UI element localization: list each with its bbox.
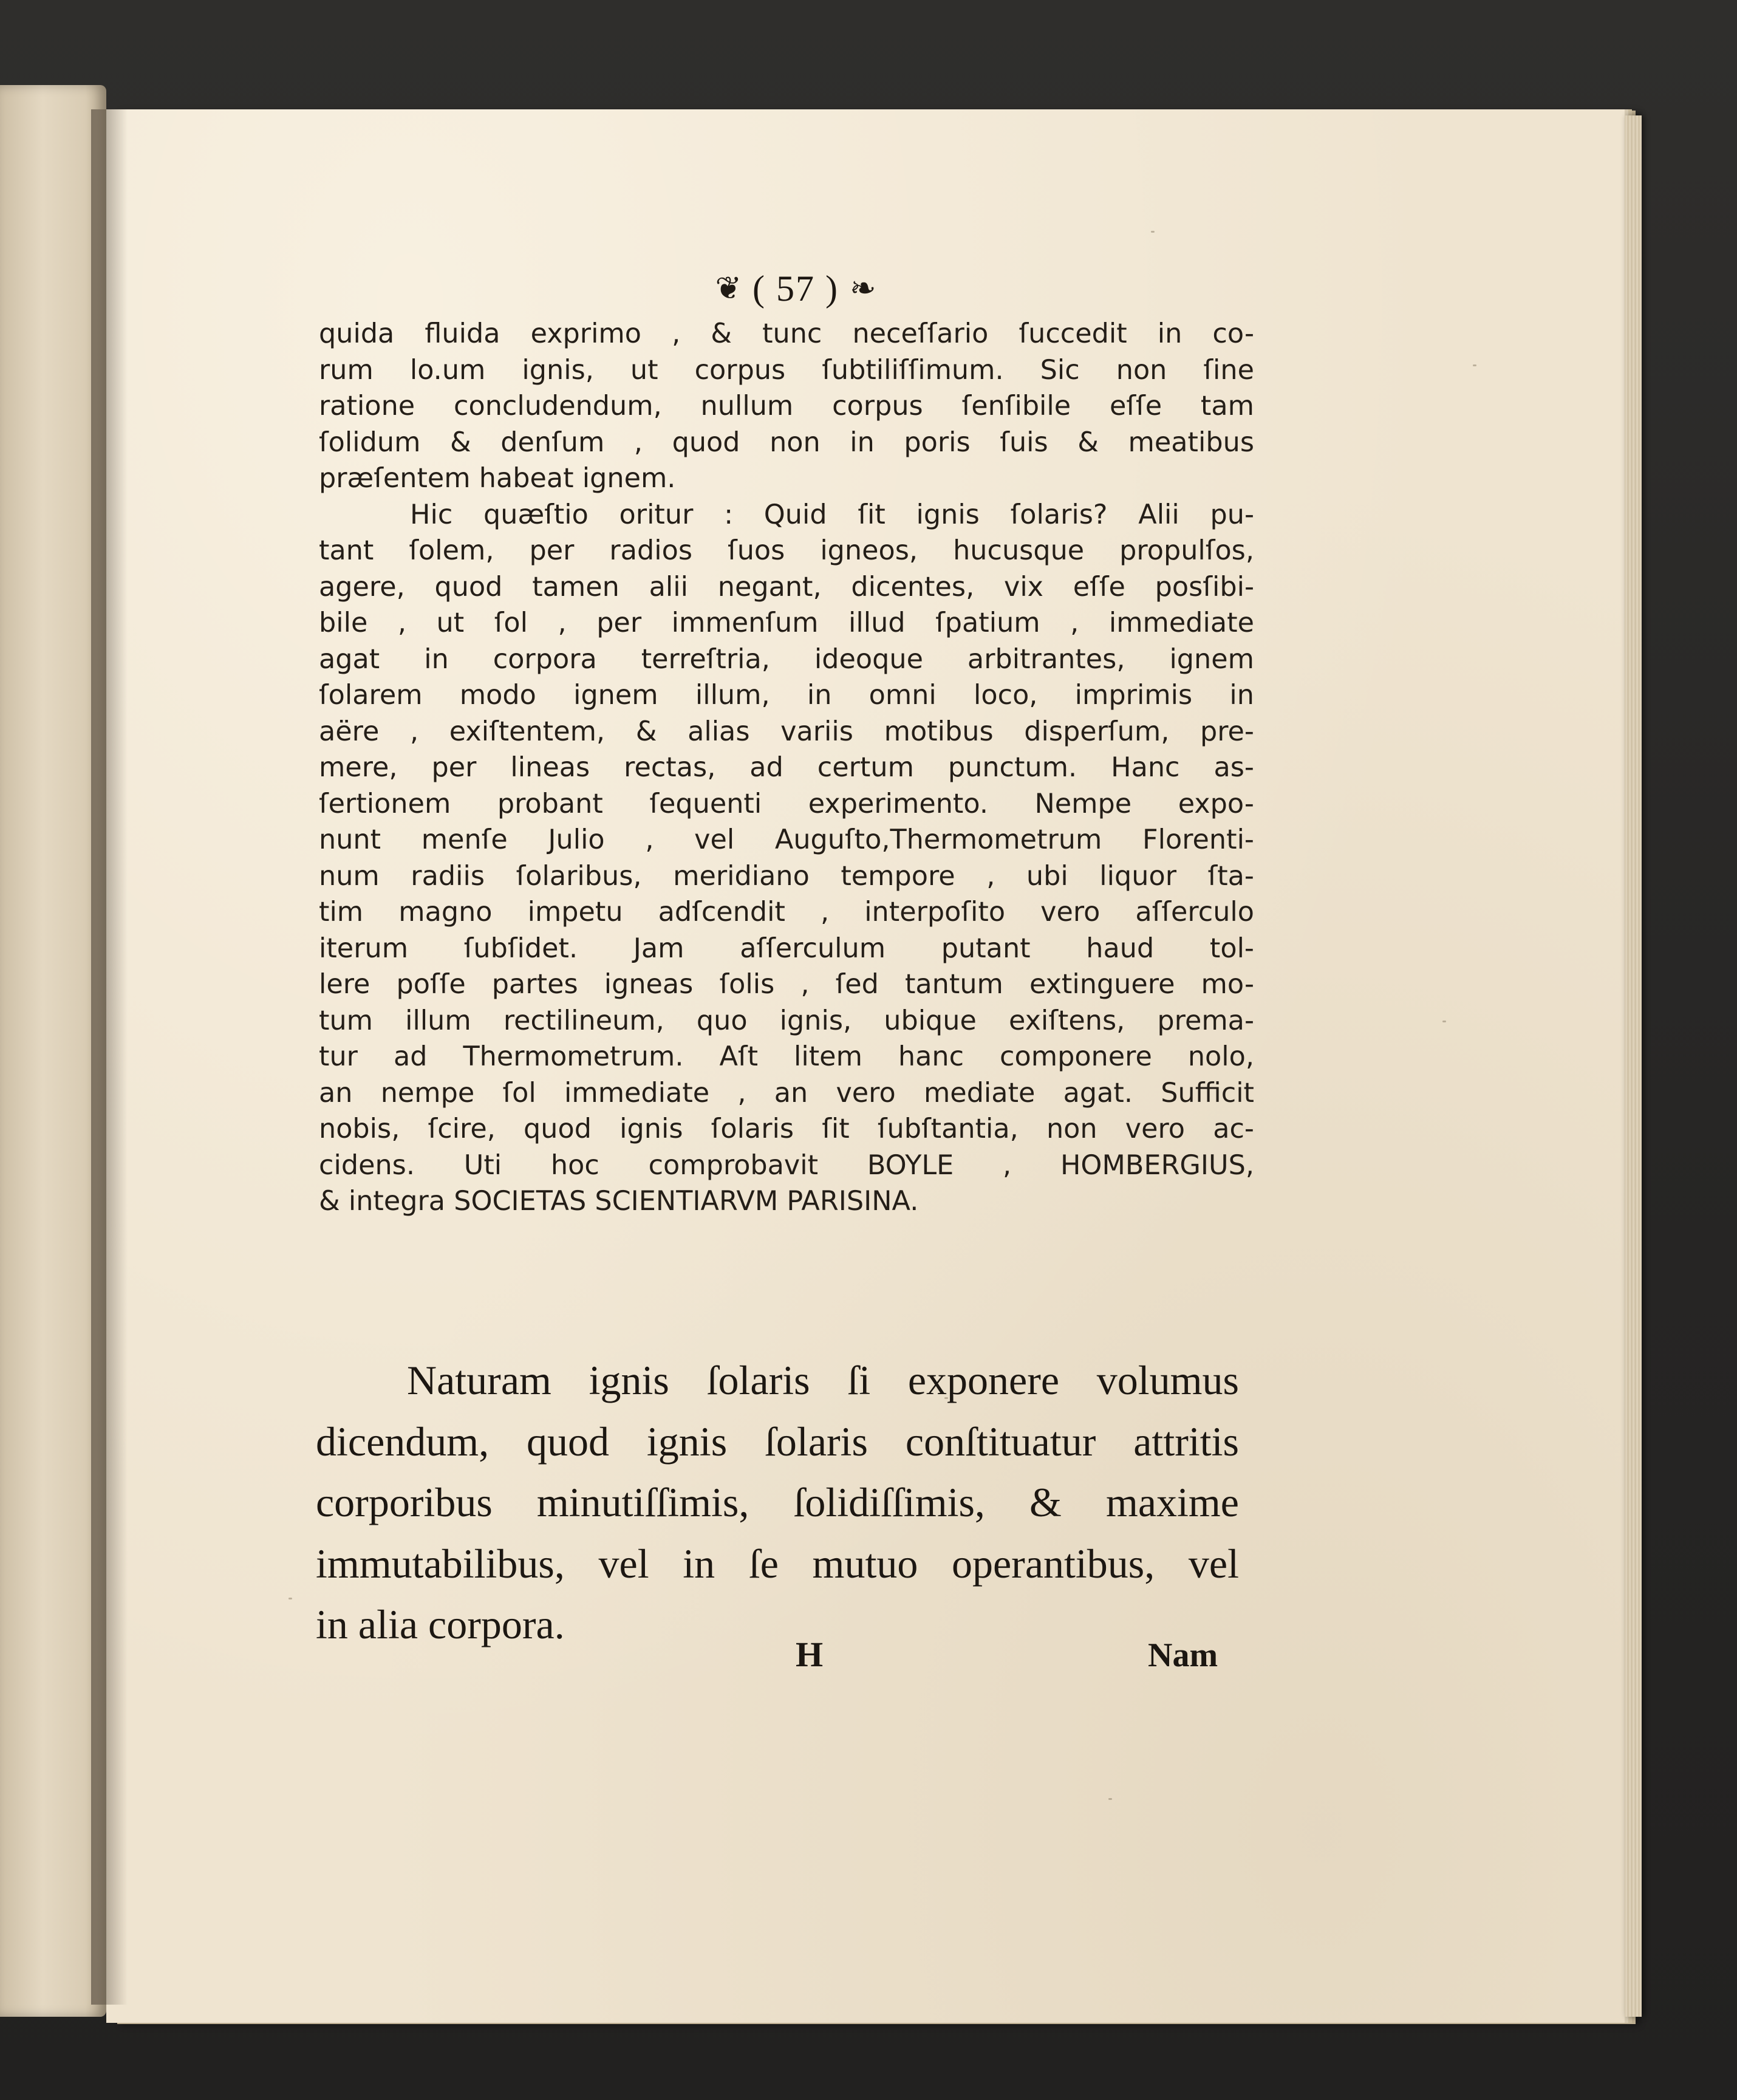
text-line: tur ad Thermometrum. Aſt litem hanc componere nolo,	[319, 1041, 1254, 1072]
paper-speck	[288, 1598, 292, 1599]
text-line: ratione concludendum, nullum corpus ſenſibile eſſe tam	[319, 391, 1254, 422]
body-text	[319, 316, 1254, 1220]
text-line: mere, per lineas rectas, ad certum punctum. Hanc as-	[319, 752, 1254, 783]
page-stack-edge	[1625, 115, 1642, 2017]
gutter-shadow	[91, 109, 128, 2005]
text-line: tim magno impetu adſcendit , interpoſito vero aſſerculo	[319, 897, 1254, 928]
text-line: Naturam ignis ſolaris ſi exponere volumus	[407, 1357, 1239, 1403]
text-line: quida fluida exprimo , & tunc neceſſario ſuccedit in co-	[319, 318, 1254, 349]
paper-speck	[1473, 364, 1476, 366]
text-line: immutabilibus, vel in ſe mutuo operantibus, vel	[316, 1540, 1239, 1587]
text-line: rum lo.um ignis, ut corpus ſubtiliſſimum. Sic non ſine	[319, 354, 1254, 386]
text-line: Hic quæſtio oritur : Quid ſit ignis ſolaris? Alii pu-	[410, 499, 1254, 530]
facing-page-edge	[0, 85, 106, 2017]
text-line: aëre , exiſtentem, & alias variis motibus disperſum, pre-	[319, 716, 1254, 747]
text-line: num radiis ſolaribus, meridiano tempore , ubi liquor ſta-	[319, 860, 1254, 892]
text-line: ſolidum & denſum , quod non in poris ſuis & meatibus	[319, 426, 1254, 458]
ornament-right-icon: ❧	[849, 270, 876, 307]
text-line: nobis, ſcire, quod ignis ſolaris ſit ſubſtantia, non vero ac-	[319, 1113, 1254, 1144]
large-paragraph	[316, 1350, 1239, 1655]
text-line: & integra SOCIETAS SCIENTIARVM PARISINA.	[319, 1186, 919, 1217]
text-line: dicendum, quod ignis ſolaris conſtituatur attritis	[316, 1418, 1239, 1465]
text-line: bile , ut ſol , per immenſum illud ſpatium , immediate	[319, 607, 1254, 638]
text-line: tum illum rectilineum, quo ignis, ubique exiſtens, prema-	[319, 1005, 1254, 1036]
text-line: in alia corpora.	[316, 1601, 565, 1647]
text-line: agat in corpora terreſtria, ideoque arbitrantes, ignem	[319, 643, 1254, 675]
page-number: ( 57 )	[752, 268, 839, 309]
text-line: ſolarem modo ignem illum, in omni loco, imprimis in	[319, 680, 1254, 711]
text-line: nunt menſe Julio , vel Auguſto,Thermometrum Florenti-	[319, 824, 1254, 855]
paper-speck	[1442, 1021, 1446, 1022]
text-line: an nempe ſol immediate , an vero mediate agat. Sufficit	[319, 1077, 1254, 1109]
running-header	[656, 267, 935, 310]
text-line: agere, quod tamen alii negant, dicentes, vix eſſe posſibi-	[319, 571, 1254, 603]
text-line: tant ſolem, per radios ſuos igneos, hucusque propulſos,	[319, 535, 1254, 566]
text-line: ſertionem probant ſequenti experimento. Nempe expo-	[319, 788, 1254, 819]
text-line: corporibus minutiſſimis, ſolidiſſimis, & maxime	[316, 1479, 1239, 1525]
signature-mark: H	[796, 1635, 824, 1674]
text-line: iterum ſubſidet. Jam aſſerculum putant haud tol-	[319, 932, 1254, 964]
text-line: cidens. Uti hoc comprobavit BOYLE , HOMBERGIUS,	[319, 1149, 1254, 1181]
text-line: lere poſſe partes igneas ſolis , ſed tantum extinguere mo-	[319, 969, 1254, 1000]
catchword: Nam	[1148, 1637, 1218, 1674]
text-line: præſentem habeat ignem.	[319, 463, 676, 494]
paper-speck	[1151, 231, 1155, 233]
paper-speck	[1108, 1798, 1112, 1800]
ornament-left-icon: ❦	[715, 270, 742, 307]
